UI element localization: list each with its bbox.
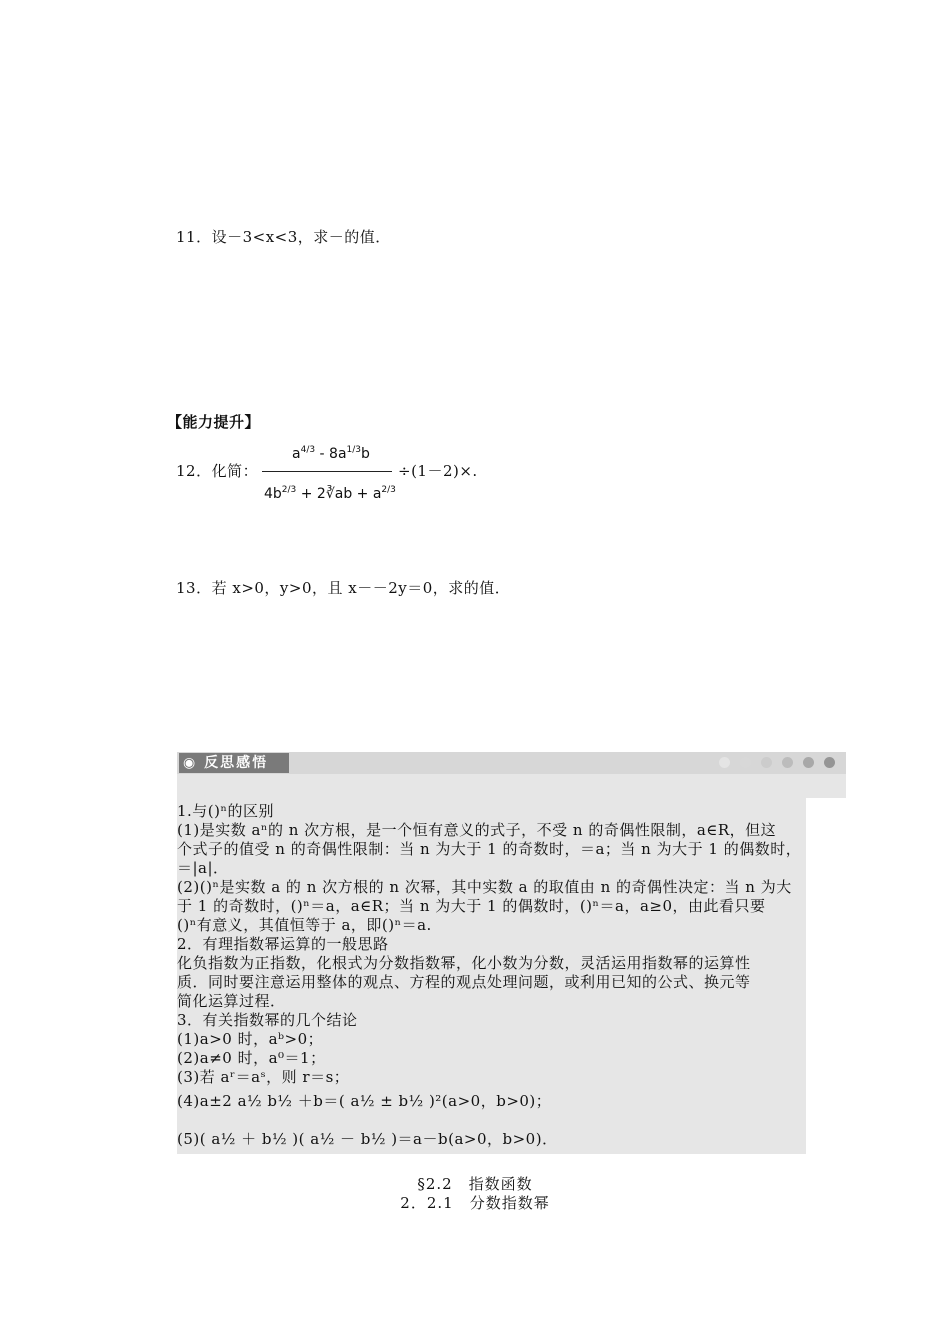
- reflection-line: 化负指数为正指数，化根式为分数指数幂，化小数为分数，灵活运用指数幂的运算性: [177, 954, 751, 972]
- reflection-line: (4)a±2 a½ b½ ＋b＝( a½ ± b½ )²(a>0，b>0)；: [177, 1092, 552, 1110]
- reflection-line: 1.与()ⁿ的区别: [177, 802, 275, 820]
- reflection-line: (2)a≠0 时，a⁰＝1；: [177, 1049, 326, 1067]
- problem-12-prefix: 12．化简：: [176, 462, 259, 480]
- reflection-line: ()ⁿ有意义，其值恒等于 a，即()ⁿ＝a.: [177, 916, 432, 934]
- subsection-heading: 2．2.1 分数指数幂: [400, 1194, 550, 1212]
- reflection-line: ＝|a|．: [177, 859, 229, 877]
- decor-dot: [761, 757, 772, 768]
- reflection-line: (1)a>0 时，aᵇ>0；: [177, 1030, 324, 1048]
- reflection-heading: 3．有关指数幂的几个结论: [177, 1011, 358, 1029]
- banner-strip: [177, 774, 846, 798]
- reflection-title: ◉ 反思感悟: [179, 753, 289, 773]
- problem-11: 11．设－3<x<3，求－的值．: [176, 228, 391, 246]
- reflection-line: 个式子的值受 n 的奇偶性限制：当 n 为大于 1 的奇数时，＝a；当 n 为大于 1 的偶数时，: [177, 840, 802, 858]
- problem-12-fraction: [262, 432, 396, 512]
- fraction-numerator: $a^{4/3} - 8a^{1/3}b$: [292, 445, 370, 462]
- reflection-banner: [177, 752, 846, 774]
- reflection-line: 质．同时要注意运用整体的观点、方程的观点处理问题，或利用已知的公式、换元等: [177, 973, 751, 991]
- fraction-bar: [262, 471, 392, 472]
- problem-12-suffix: ÷(1－2)×.: [398, 462, 478, 480]
- reflection-heading: 2．有理指数幂运算的一般思路: [177, 935, 389, 953]
- reflection-box: [177, 798, 806, 1154]
- reflection-line: 简化运算过程．: [177, 992, 286, 1010]
- reflection-line: (3)若 aʳ＝aˢ，则 r＝s；: [177, 1068, 350, 1086]
- decor-dot: [803, 757, 814, 768]
- decor-dot: [824, 757, 835, 768]
- fraction-denominator: $4b^{2/3}$ + 2∛ab + $a^{2/3}$: [264, 485, 396, 502]
- section-heading: §2.2 指数函数: [417, 1175, 533, 1193]
- reflection-line: (1)是实数 aⁿ的 n 次方根，是一个恒有意义的式子，不受 n 的奇偶性限制，a∈R，但这: [177, 821, 777, 839]
- problem-13: 13．若 x>0，y>0，且 x－－2y＝0，求的值．: [176, 579, 511, 597]
- section-label: 【能力提升】: [167, 413, 261, 431]
- decor-dot: [719, 757, 730, 768]
- reflection-line: (5)( a½ ＋ b½ )( a½ － b½ )＝a－b(a>0，b>0)．: [177, 1130, 558, 1148]
- reflection-line: 于 1 的奇数时，()ⁿ＝a，a∈R；当 n 为大于 1 的偶数时，()ⁿ＝a，a≥0，由此看只要: [177, 897, 766, 915]
- reflection-line: (2)()ⁿ是实数 a 的 n 次方根的 n 次幂，其中实数 a 的取值由 n 的奇偶性决定：当 n 为大: [177, 878, 792, 896]
- decor-dot: [740, 757, 751, 768]
- decor-dot: [782, 757, 793, 768]
